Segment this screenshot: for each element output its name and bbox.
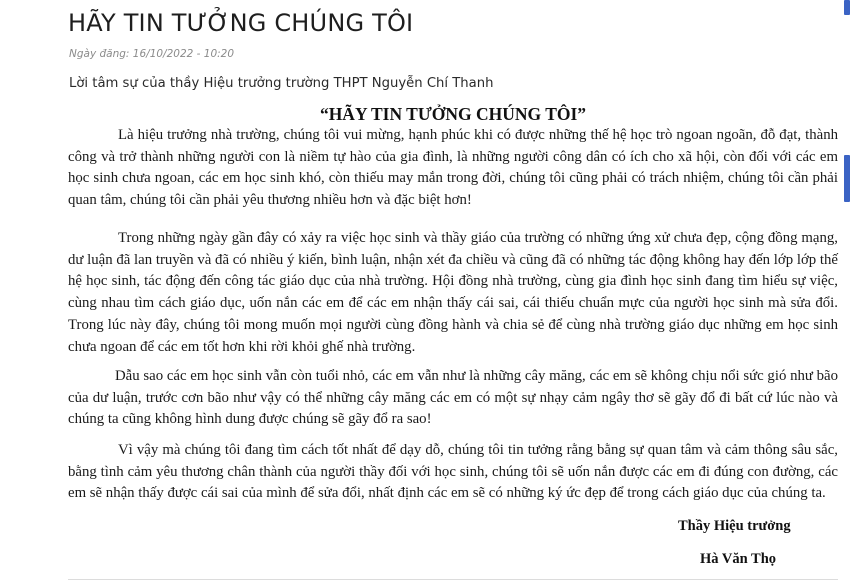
paragraph-4: Vì vậy mà chúng tôi đang tìm cách tốt nhất để dạy dỗ, chúng tôi tin tưởng rằng bằng sự quan tâm và cảm thông sâu sắc, bằng tình cảm yêu thương chân thành của người thầy đối với học sinh, chúng tôi sẽ uốn nắn được các em đi đúng con đường, các em sẽ nhận thấy được cái sai của mình để sửa đổi, nhất định các em sẽ có những ký ức đẹp để trong cách giáo dục của chúng ta.	[68, 442, 838, 502]
scroll-indicator-top	[844, 0, 850, 15]
page-title: HÃY TIN TƯỞNG CHÚNG TÔI	[68, 9, 414, 37]
scroll-indicator[interactable]	[844, 155, 850, 202]
paragraph-2: Trong những ngày gần đây có xảy ra việc học sinh và thầy giáo của trường có những ứng xử chưa đẹp, cộng đồng mạng, dư luận đã lan truyền và đã có nhiều ý kiến, bình luận, nhận xét đa chiều và cũng đã có những tác động không hay đến lớp lớp thế hệ học sinh, tác động đến công tác giáo dục của nhà trường. Hội đồng nhà trường, cùng gia đình học sinh đang tìm hiểu sự việc, cùng nhau tìm cách giáo dục, uốn nắn các em để các em nhận thấy cái sai, cái thiếu chuẩn mực của người học sinh mà sửa đổi. Trong lúc này đây, chúng tôi mong muốn mọi người cùng đồng hành và chia sẻ để cùng nhà trường giáo dục những em học sinh chưa ngoan để các em tốt hơn khi rời khỏi ghế nhà trường.	[68, 230, 838, 355]
article-intro: Lời tâm sự của thầy Hiệu trưởng trường THPT Nguyễn Chí Thanh	[69, 76, 494, 91]
paragraph-1: Là hiệu trưởng nhà trường, chúng tôi vui mừng, hạnh phúc khi có được những thế hệ học trò ngoan ngoãn, đỗ đạt, thành công và trở thành những người con là niềm tự hào của gia đình, là những người công dân có ích cho xã hội, còn đối với các em học sinh chưa ngoan, các em học sinh khó, còn thiếu may mắn trong đời, chúng tôi cũng phải có trách nhiệm, chúng tôi cần phải quan tâm, chúng tôi cần phải yêu thương nhiều hơn và đặc biệt hơn!	[68, 127, 838, 209]
signature-name: Hà Văn Thọ	[700, 551, 777, 567]
divider	[68, 579, 838, 580]
paragraph-3: Dẫu sao các em học sinh vẫn còn tuổi nhỏ, các em vẫn như là những cây măng, các em sẽ không chịu nổi sức gió như bão của dư luận, trước cơn bão như vậy có thể những cây măng các em có một sự nhạy cảm ngây thơ sẽ gãy đổ đi bất cứ lúc nào và chúng ta cũng không hình dung được chúng sẽ gãy đổ ra sao!	[68, 368, 838, 428]
letter-heading: “HÃY TIN TƯỞNG CHÚNG TÔI”	[319, 104, 587, 124]
signature-title: Thầy Hiệu trưởng	[678, 518, 791, 534]
post-date: Ngày đăng: 16/10/2022 - 10:20	[69, 48, 235, 60]
